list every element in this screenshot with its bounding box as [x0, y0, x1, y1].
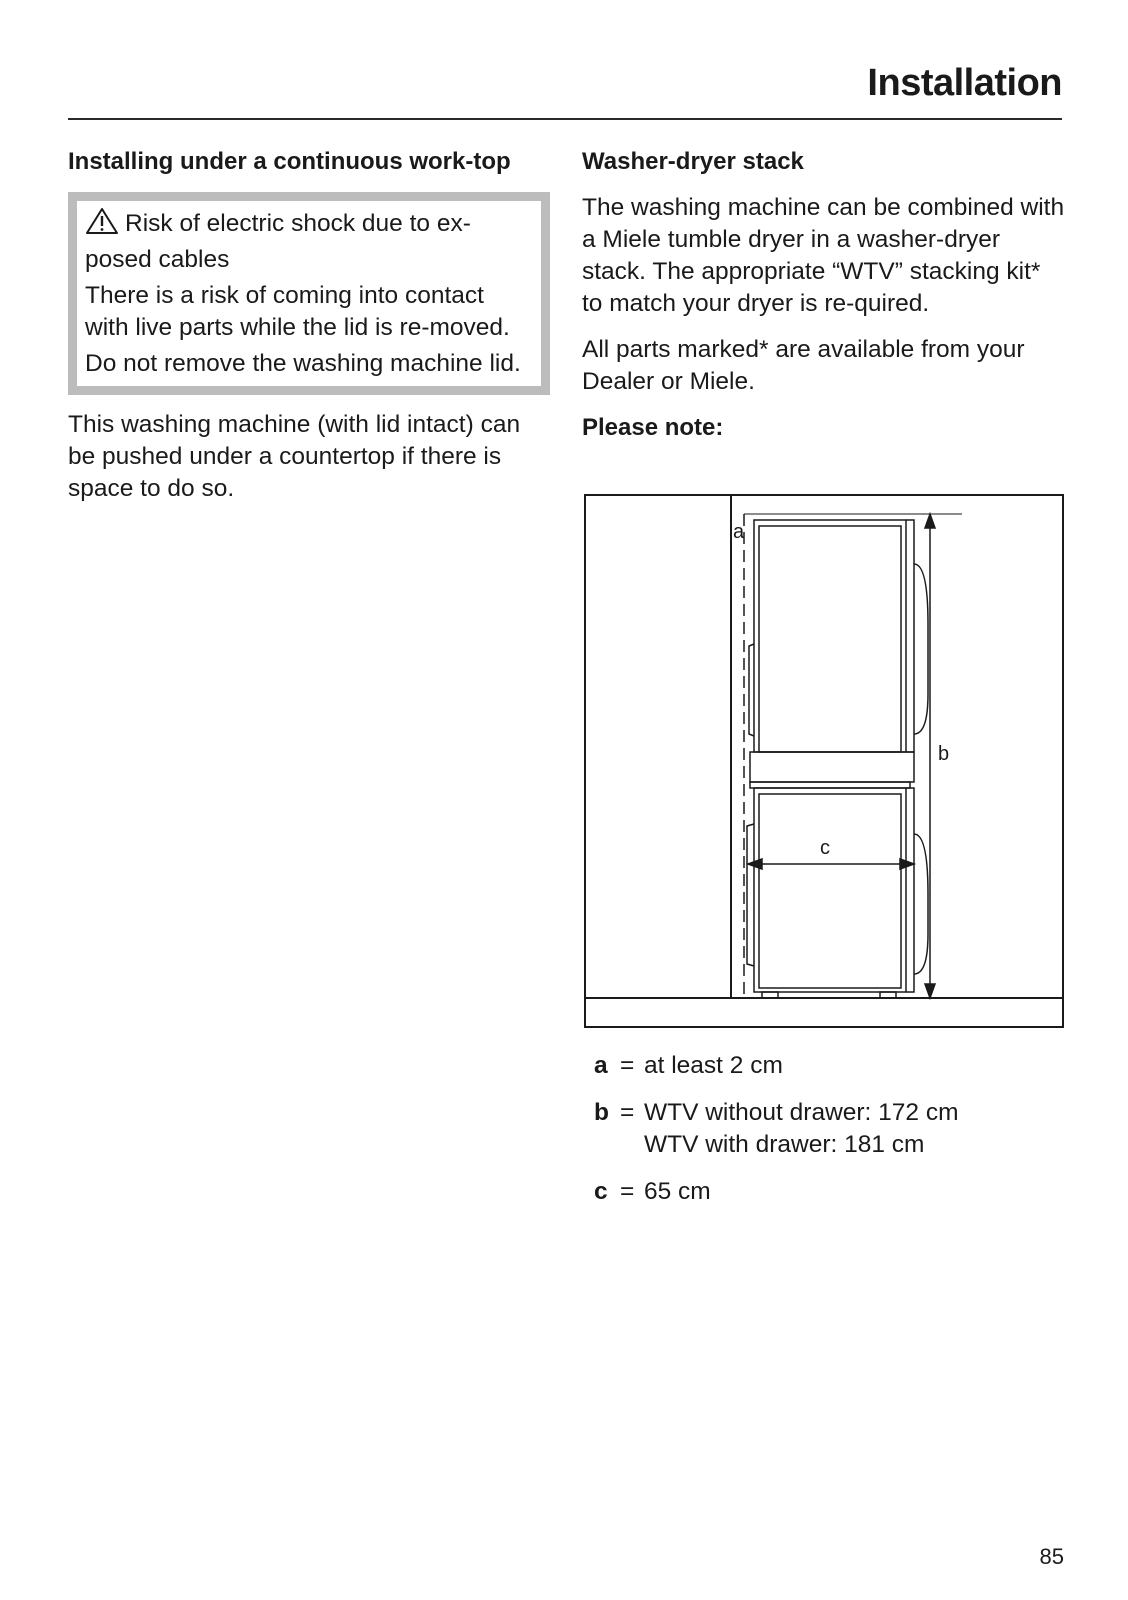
warning-title-text: Risk of electric shock due to ex-posed cables: [85, 210, 471, 273]
dimension-legend: [582, 1050, 1062, 1223]
header-divider: [68, 118, 1062, 120]
legend-value: WTV without drawer: 172 cm: [644, 1099, 959, 1126]
stack-paragraph-2: All parts marked* are available from your Dealer or Miele.: [582, 336, 1025, 395]
legend-value: at least 2 cm: [644, 1052, 783, 1079]
warning-text-1: There is a risk of coming into contact with live parts while the lid is re-moved.: [85, 282, 510, 341]
section-heading-stack: Washer-dryer stack: [582, 148, 804, 175]
right-column: [582, 146, 1066, 458]
legend-equals: =: [620, 1178, 635, 1205]
legend-row-b: [582, 1097, 1062, 1161]
stack-paragraph-1: The washing machine can be combined with a Miele tumble dryer in a washer-dryer stack. The appropriate “WTV” stacking kit* to match your dryer is re-quired.: [582, 194, 1065, 317]
warning-text-2: Do not remove the washing machine lid.: [85, 350, 521, 377]
legend-value: WTV with drawer: 181 cm: [644, 1131, 925, 1158]
legend-row-c: [582, 1176, 1062, 1208]
page-title: Installation: [867, 62, 1062, 104]
legend-key: a: [594, 1052, 608, 1079]
worktop-body-text: This washing machine (with lid intact) can be pushed under a countertop if there is space to do so.: [68, 411, 521, 502]
dryer-unit: [749, 520, 928, 782]
legend-equals: =: [620, 1052, 635, 1079]
section-heading-worktop: Installing under a continuous work-top: [68, 148, 511, 175]
washer-dryer-stack-diagram: [584, 494, 1064, 1028]
legend-value: 65 cm: [644, 1178, 711, 1205]
dimension-label-a: a: [733, 521, 745, 543]
note-heading: Please note:: [582, 414, 724, 441]
legend-key: c: [594, 1178, 608, 1205]
left-column: [68, 146, 550, 519]
warning-box: [68, 192, 550, 395]
dimension-label-b: b: [938, 743, 950, 765]
page-number: 85: [1039, 1544, 1064, 1569]
legend-key: b: [594, 1099, 609, 1126]
dimension-c: [748, 859, 914, 869]
dimension-label-c: c: [820, 837, 830, 859]
washer-unit: [747, 782, 928, 998]
legend-row-a: [582, 1050, 1062, 1082]
legend-equals: =: [620, 1099, 635, 1126]
warning-triangle-icon: [85, 207, 119, 244]
warning-title: [85, 207, 533, 276]
